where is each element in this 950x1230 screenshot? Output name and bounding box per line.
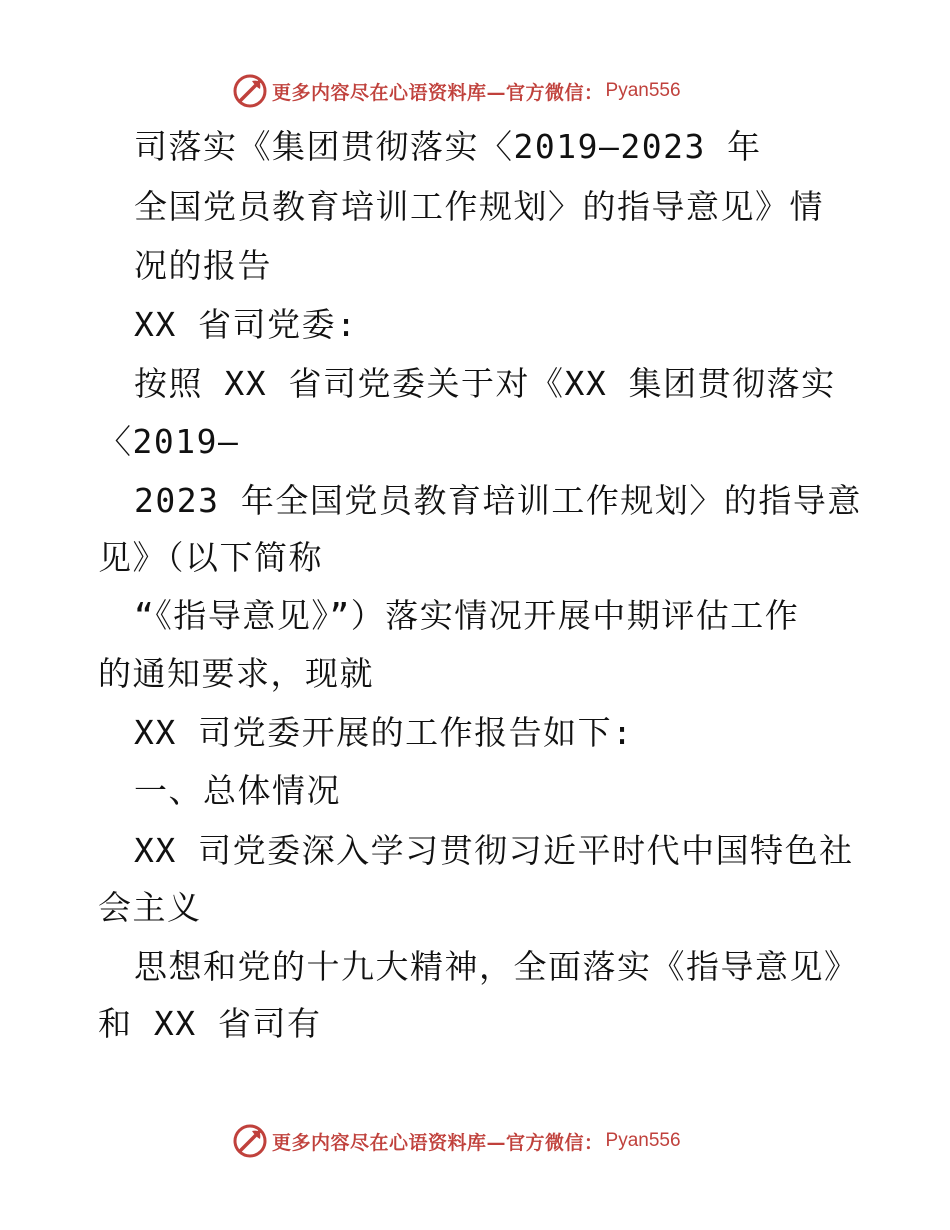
text-line: 司落实《集团贯彻落实〈2019—2023 年 [134, 127, 762, 166]
banner-text: 更多内容尽在心语资料库—官方微信： [272, 81, 604, 104]
text-line: 的通知要求，现就 [98, 654, 374, 693]
text-line: “《指导意见》”）落实情况开展中期评估工作 [134, 596, 800, 635]
text-line: 思想和党的十九大精神，全面落实《指导意见》 [134, 947, 859, 986]
text-line: 2023 年全国党员教育培训工作规划〉的指导意 [134, 481, 862, 520]
section-heading: 一、总体情况 [134, 771, 341, 810]
text-line: 全国党员教育培训工作规划〉的指导意见》情 [134, 187, 824, 226]
text-line: 见》（以下简称 [98, 538, 323, 577]
quill-logo-icon [232, 1123, 268, 1159]
text-line: 会主义 [98, 888, 202, 927]
banner-wechat-id: Pyan556 [605, 1130, 681, 1151]
text-line: 和 XX 省司有 [98, 1004, 322, 1043]
text-line: 〈2019— [98, 422, 240, 461]
text-line: 按照 XX 省司党委关于对《XX 集团贯彻落实 [134, 364, 836, 403]
banner-text: 更多内容尽在心语资料库—官方微信： [272, 1131, 604, 1154]
banner-wechat-id: Pyan556 [605, 80, 681, 101]
footer-banner [232, 1121, 681, 1161]
text-line: XX 司党委深入学习贯彻习近平时代中国特色社 [134, 831, 854, 870]
text-line: XX 司党委开展的工作报告如下: [134, 713, 634, 752]
text-line: 况的报告 [134, 246, 272, 285]
text-line: XX 省司党委: [134, 305, 358, 344]
